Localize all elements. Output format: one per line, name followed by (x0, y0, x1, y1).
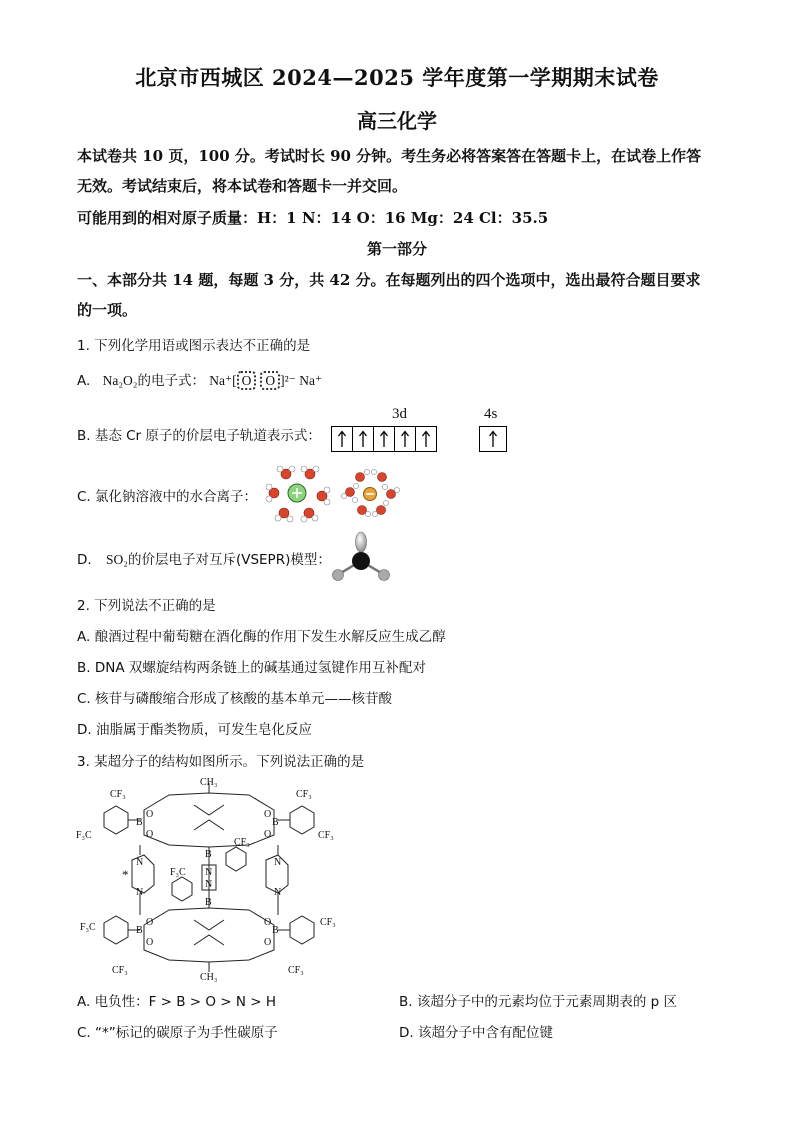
exam-title: 北京市西城区 2024—2025 学年度第一学期期末试卷 (135, 65, 659, 90)
exam-subject: 高三化学 (357, 109, 437, 133)
q2-option-d: D. 油脂属于酯类物质，可发生皂化反应 (77, 722, 312, 738)
q1-option-a (77, 369, 322, 389)
section-instruction-2: 的一项。 (77, 301, 138, 319)
hydrated-sodium-ion (266, 466, 330, 522)
label-o-4: O (264, 829, 272, 840)
q1-a-o2: O (260, 371, 280, 390)
supramolecule-structure (74, 775, 354, 985)
q2-option-a: A. 酿酒过程中葡萄糖在酒化酶的作用下发生水解反应生成乙醇 (77, 629, 446, 645)
label-b-5: B (205, 849, 212, 860)
q1-stem: 1. 下列化学用语或图示表达不正确的是 (77, 338, 311, 354)
label-n-1: N (136, 857, 144, 868)
label-n-2: N (136, 887, 144, 898)
label-b-4: B (272, 925, 279, 936)
label-cf3-3: CF₃ (318, 830, 334, 841)
q1-d-text: 的价层电子对互斥(VSEPR)模型： (127, 552, 331, 568)
orbital-3d-4 (395, 427, 416, 451)
label-b-1: B (136, 817, 143, 828)
q3-option-b: B. 该超分子中的元素均位于元素周期表的 p 区 (399, 994, 677, 1010)
label-n-5: N (205, 867, 213, 878)
label-o-5: O (146, 917, 154, 928)
intro-line-2: 无效。考试结束后，将本试卷和答题卡一并交回。 (77, 177, 408, 195)
orbital-label-4s: 4s (484, 406, 498, 422)
orbital-3d-1 (332, 427, 353, 451)
label-cf3-1: CF₃ (110, 789, 126, 800)
label-cf3-6: CF₃ (288, 965, 304, 976)
label-cf3-7: CF₃ (234, 837, 250, 848)
label-n-4: N (274, 887, 282, 898)
orbital-3d-5 (416, 427, 436, 451)
label-o-6: O (146, 937, 154, 948)
atomic-mass-line: 可能用到的相对原子质量：H：1 N：14 O：16 Mg：24 Cl：35.5 (77, 209, 549, 227)
oxygen-atom-right (379, 570, 390, 581)
label-star: * (122, 867, 129, 882)
label-o-3: O (264, 809, 272, 820)
label-n-3: N (274, 857, 282, 868)
q1-option-b: B. 基态 Cr 原子的价层电子轨道表示式： (77, 428, 321, 444)
label-b-2: B (272, 817, 279, 828)
section-title: 第一部分 (366, 240, 427, 258)
q3-option-a: A. 电负性：F > B > O > N > H (77, 994, 277, 1010)
label-f3c-2: F₃C (80, 922, 96, 933)
intro-line-1: 本试卷共 10 页，100 分。考试时长 90 分钟。考生务必将答案答在答题卡上，在试卷上作答 (77, 147, 702, 165)
q1-a-o1: O (237, 371, 257, 390)
orbital-3d-2 (353, 427, 374, 451)
label-ch3-bottom: CH₃ (200, 972, 218, 983)
q1-option-d (77, 548, 331, 568)
q1-option-c: C. 氯化钠溶液中的水合离子： (77, 489, 258, 505)
label-cf3-2: CF₃ (296, 789, 312, 800)
q1-a-na-left: Na⁺[ (209, 373, 237, 388)
q2-stem: 2. 下列说法不正确的是 (77, 598, 216, 614)
q3-option-d: D. 该超分子中含有配位键 (399, 1025, 553, 1041)
section-instruction-1: 一、本部分共 14 题，每题 3 分，共 42 分。在每题列出的四个选项中，选出最符合题目要求 (77, 271, 701, 289)
orbital-box-4s (479, 426, 507, 452)
label-b-3: B (136, 925, 143, 936)
orbital-label-3d: 3d (392, 406, 407, 422)
label-n-6: N (205, 879, 213, 890)
so2-vsepr-model (328, 530, 392, 586)
orbital-4s-1 (483, 427, 503, 451)
q1-a-prefix: A. (77, 373, 91, 389)
q1-d-prefix: D. (77, 552, 92, 568)
sulfur-atom (352, 552, 370, 570)
q1-d-formula: SO₂ (105, 552, 128, 567)
q2-option-c: C. 核苷与磷酸缩合形成了核酸的基本单元——核苷酸 (77, 691, 393, 707)
label-cf3-4: CF₃ (112, 965, 128, 976)
lone-pair-lobe (356, 532, 367, 552)
hydrated-ions-illustration (264, 462, 404, 524)
label-b-6: B (205, 897, 212, 908)
q1-a-formula: Na₂O₂ (102, 373, 138, 388)
q3-stem: 3. 某超分子的结构如图所示。下列说法正确的是 (77, 754, 365, 770)
q3-option-c: C. “*”标记的碳原子为手性碳原子 (77, 1025, 278, 1041)
label-f3c-1: F₃C (76, 830, 92, 841)
label-cf3-5: CF₃ (320, 917, 336, 928)
label-o-7: O (264, 917, 272, 928)
label-o-1: O (146, 809, 154, 820)
q2-option-b: B. DNA 双螺旋结构两条链上的碱基通过氢键作用互补配对 (77, 660, 426, 676)
label-o-8: O (264, 937, 272, 948)
label-o-2: O (146, 829, 154, 840)
q1-a-right: ]²⁻ Na⁺ (280, 373, 323, 388)
label-ch3-top: CH₃ (200, 777, 218, 788)
hydrated-chloride-ion (341, 469, 399, 516)
orbital-box-3d (331, 426, 437, 452)
label-f3c-3: F₃C (170, 867, 186, 878)
q1-a-text: 的电子式： (137, 373, 205, 389)
oxygen-atom-left (333, 570, 344, 581)
orbital-3d-3 (374, 427, 395, 451)
